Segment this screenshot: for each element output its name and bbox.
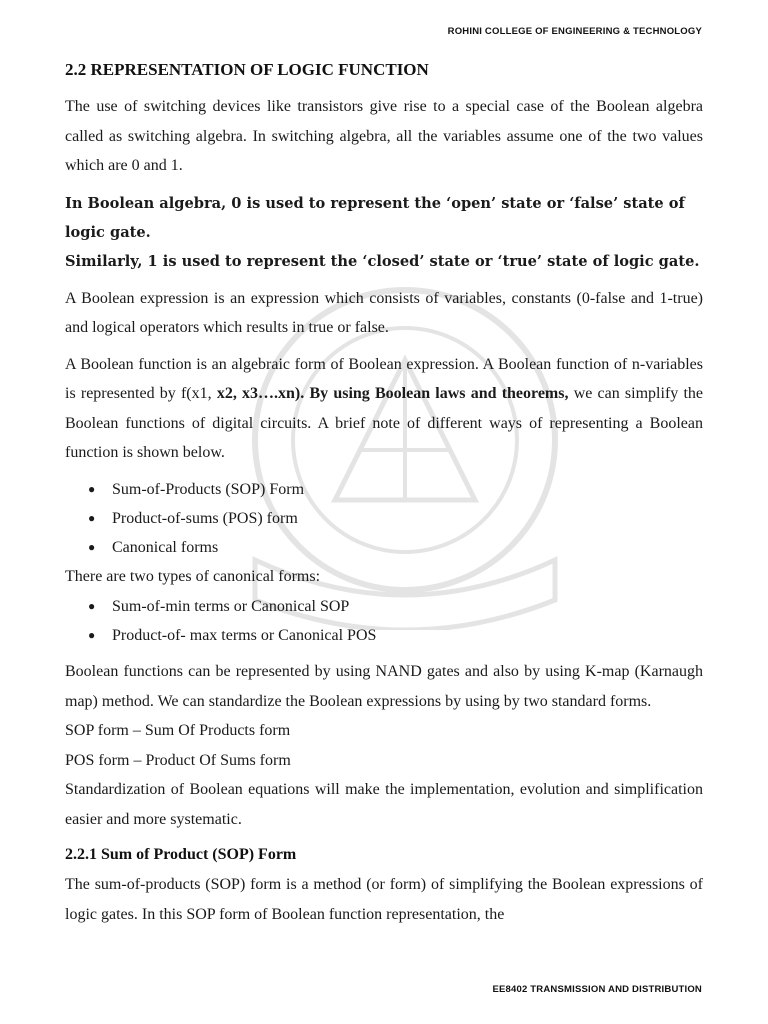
paragraph-representation-methods: Boolean functions can be represented by using NAND gates and also by using K-map (Karnaugh map) method. We can standardize the Boolean expressions by using by two standard forms. [65,663,703,710]
boolean-states-line-2: Similarly, 1 is used to represent the ‘closed’ state or ‘true’ state of logic gate. [65,252,700,270]
list-item [65,504,703,533]
paragraph-sop-intro: The sum-of-products (SOP) form is a method (or form) of simplifying the Boolean expressions of logic gates. In this SOP form of Boolean function representation, the [65,876,703,923]
page-footer: EE8402 TRANSMISSION AND DISTRIBUTION [492,984,702,995]
pos-definition: POS form – Product Of Sums form [65,751,291,769]
paragraph-boolean-expression: A Boolean expression is an expression which consists of variables, constants (0-false and 1-true) and logical operators which results in true or false. [65,289,703,336]
page-content [65,57,703,929]
paragraph-standardization: Standardization of Boolean equations will make the implementation, evolution and simplification easier and more systematic. [65,781,703,828]
bullet-icon: ● [88,540,96,555]
list-item-label: Sum-of-Products (SOP) Form [112,480,305,498]
list-item-label: Product-of- max terms or Canonical POS [112,627,377,645]
boolean-function-text-b: x2, x3….xn). By using Boolean laws and theorems, [216,385,569,402]
list-item [65,621,703,650]
canonical-list [65,592,703,651]
page-header: ROHINI COLLEGE OF ENGINEERING & TECHNOLOGY [447,26,702,37]
subsection-heading: 2.2.1 Sum of Product (SOP) Form [65,846,297,864]
list-item [65,592,703,621]
canonical-intro: There are two types of canonical forms: [65,568,321,586]
paragraph-boolean-function [65,350,703,468]
bullet-icon: ● [88,481,96,496]
section-heading: 2.2 REPRESENTATION OF LOGIC FUNCTION [65,60,429,79]
list-item-label: Product-of-sums (POS) form [112,509,298,527]
bullet-icon: ● [88,628,96,643]
bullet-icon: ● [88,510,96,525]
list-item [65,533,703,562]
boolean-states-line-1: In Boolean algebra, 0 is used to represent the ‘open’ state or ‘false’ state of logic gate. [65,194,685,241]
list-item-label: Sum-of-min terms or Canonical SOP [112,597,350,615]
paragraph-switching-algebra: The use of switching devices like transistors give rise to a special case of the Boolean algebra called as switching algebra. In switching algebra, all the variables assume one of the two values which are 0 and 1. [65,98,703,174]
bullet-icon: ● [88,598,96,613]
list-item-label: Canonical forms [112,539,219,557]
boolean-function-text-c: we can simplify the Boolean functions of digital circuits. A brief note of different ways of representing a Boolean function is shown below. [65,385,704,461]
representation-list [65,475,703,563]
sop-definition: SOP form – Sum Of Products form [65,722,291,740]
boolean-function-text-a: A Boolean function is an algebraic form of Boolean expression. A Boolean function of n-variables is represented by f(x1, [65,355,703,402]
paragraph-boolean-states [65,189,703,276]
list-item [65,475,703,504]
